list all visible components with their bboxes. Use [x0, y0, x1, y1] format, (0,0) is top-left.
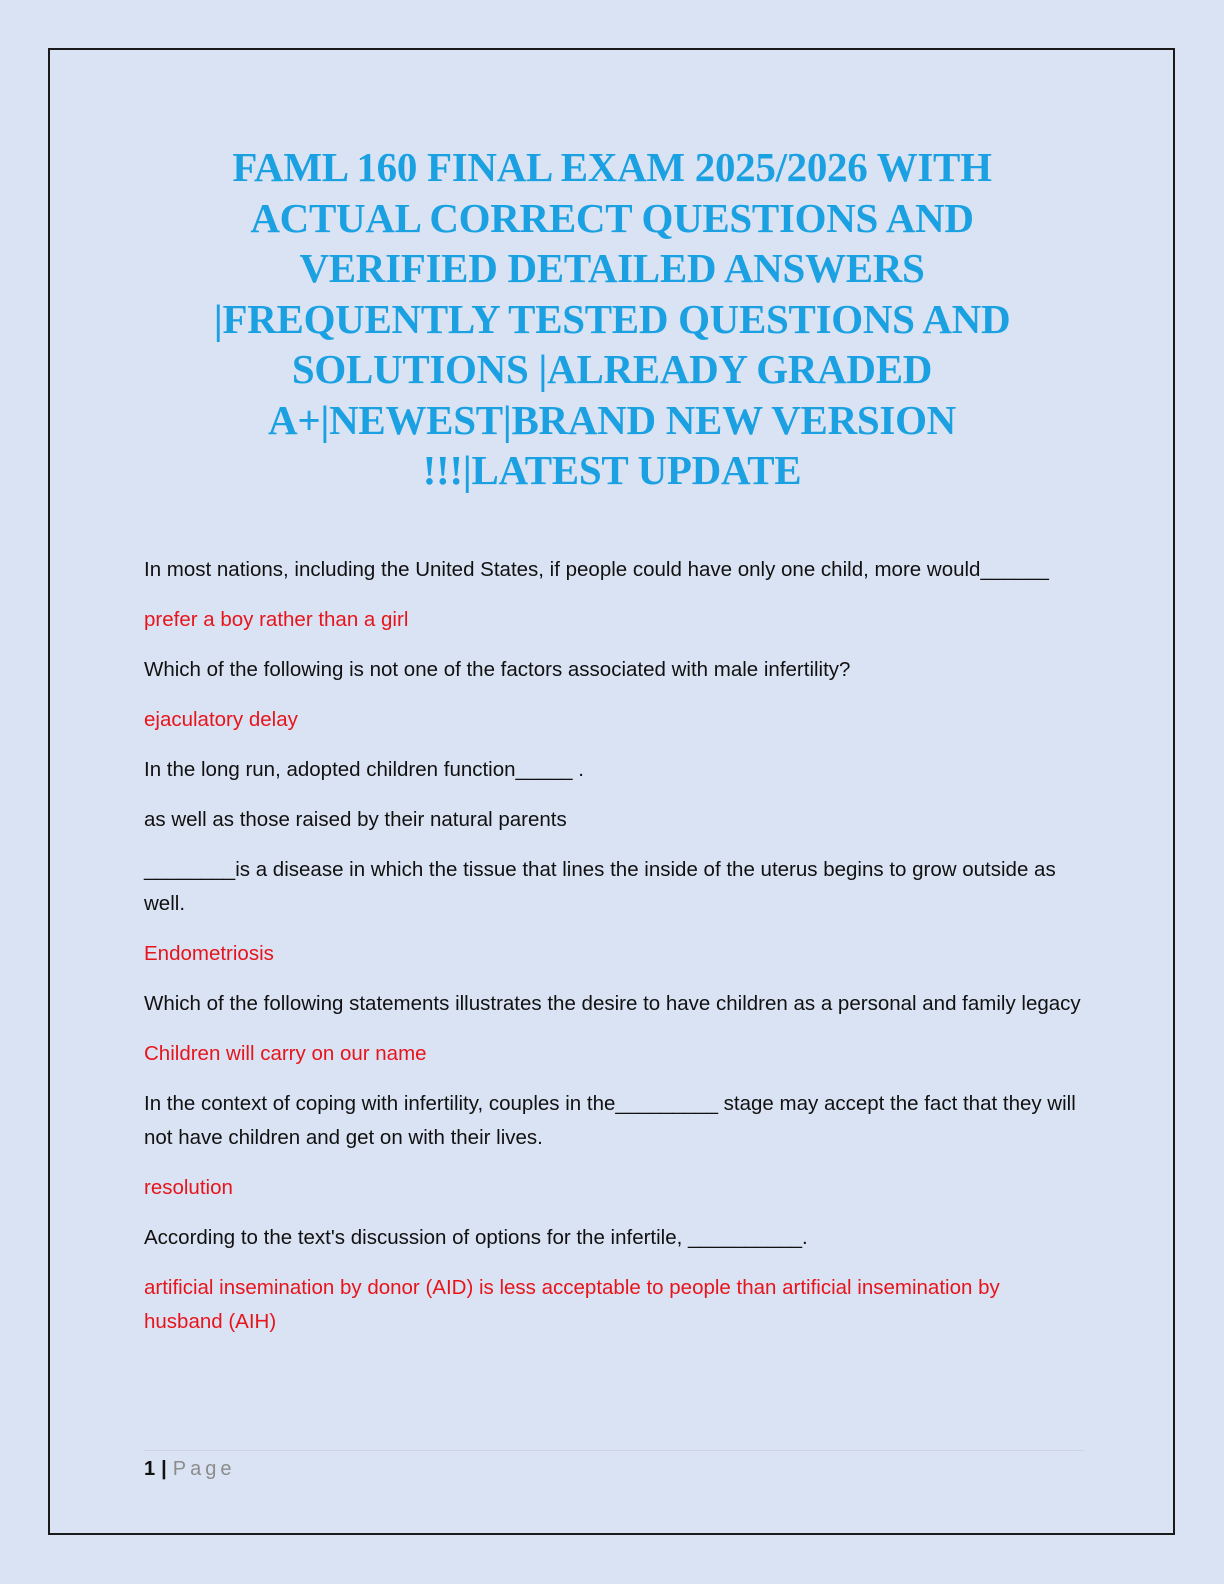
title-line: SOLUTIONS |ALREADY GRADED [291, 346, 933, 392]
question-text: In the long run, adopted children function_____ . [144, 758, 584, 781]
question-text: Which of the following is not one of the factors associated with male infertility? [144, 658, 851, 681]
title-line: !!!|LATEST UPDATE [422, 447, 802, 493]
question-text: According to the text's discussion of options for the infertile, __________. [144, 1226, 808, 1249]
page-label: Page [172, 1458, 236, 1480]
question-text: Which of the following statements illustrates the desire to have children as a personal and family legacy [144, 992, 1081, 1015]
page-footer [144, 1450, 1084, 1485]
answer-text: ejaculatory delay [144, 708, 298, 731]
answer-text: Children will carry on our name [144, 1042, 427, 1065]
title-line: |FREQUENTLY TESTED QUESTIONS AND [213, 295, 1011, 342]
question-text: In the context of coping with infertility, couples in the_________ stage may accept the fact that they will not have children and get on with their lives. [144, 1092, 1076, 1149]
question-text: ________is a disease in which the tissue that lines the inside of the uterus begins to grow outside as well. [144, 858, 1056, 915]
answer-text: prefer a boy rather than a girl [144, 608, 409, 631]
answer-text-plain: as well as those raised by their natural parents [144, 808, 567, 831]
page-number: 1 [144, 1458, 156, 1480]
document-title [140, 142, 1084, 496]
title-line: VERIFIED DETAILED ANSWERS [299, 245, 925, 291]
title-line: A+|NEWEST|BRAND NEW VERSION [268, 396, 956, 443]
question-text: In most nations, including the United States, if people could have only one child, more would______ [144, 558, 1049, 581]
title-line: ACTUAL CORRECT QUESTIONS AND [250, 194, 974, 241]
title-line: FAML 160 FINAL EXAM 2025/2026 WITH [232, 144, 992, 190]
answer-text: resolution [144, 1176, 233, 1199]
answer-text: Endometriosis [144, 942, 274, 965]
qa-content [144, 553, 1084, 1355]
answer-text: artificial insemination by donor (AID) is less acceptable to people than artificial insemination by husband (AIH) [144, 1276, 1000, 1333]
footer-separator: | [161, 1458, 167, 1480]
